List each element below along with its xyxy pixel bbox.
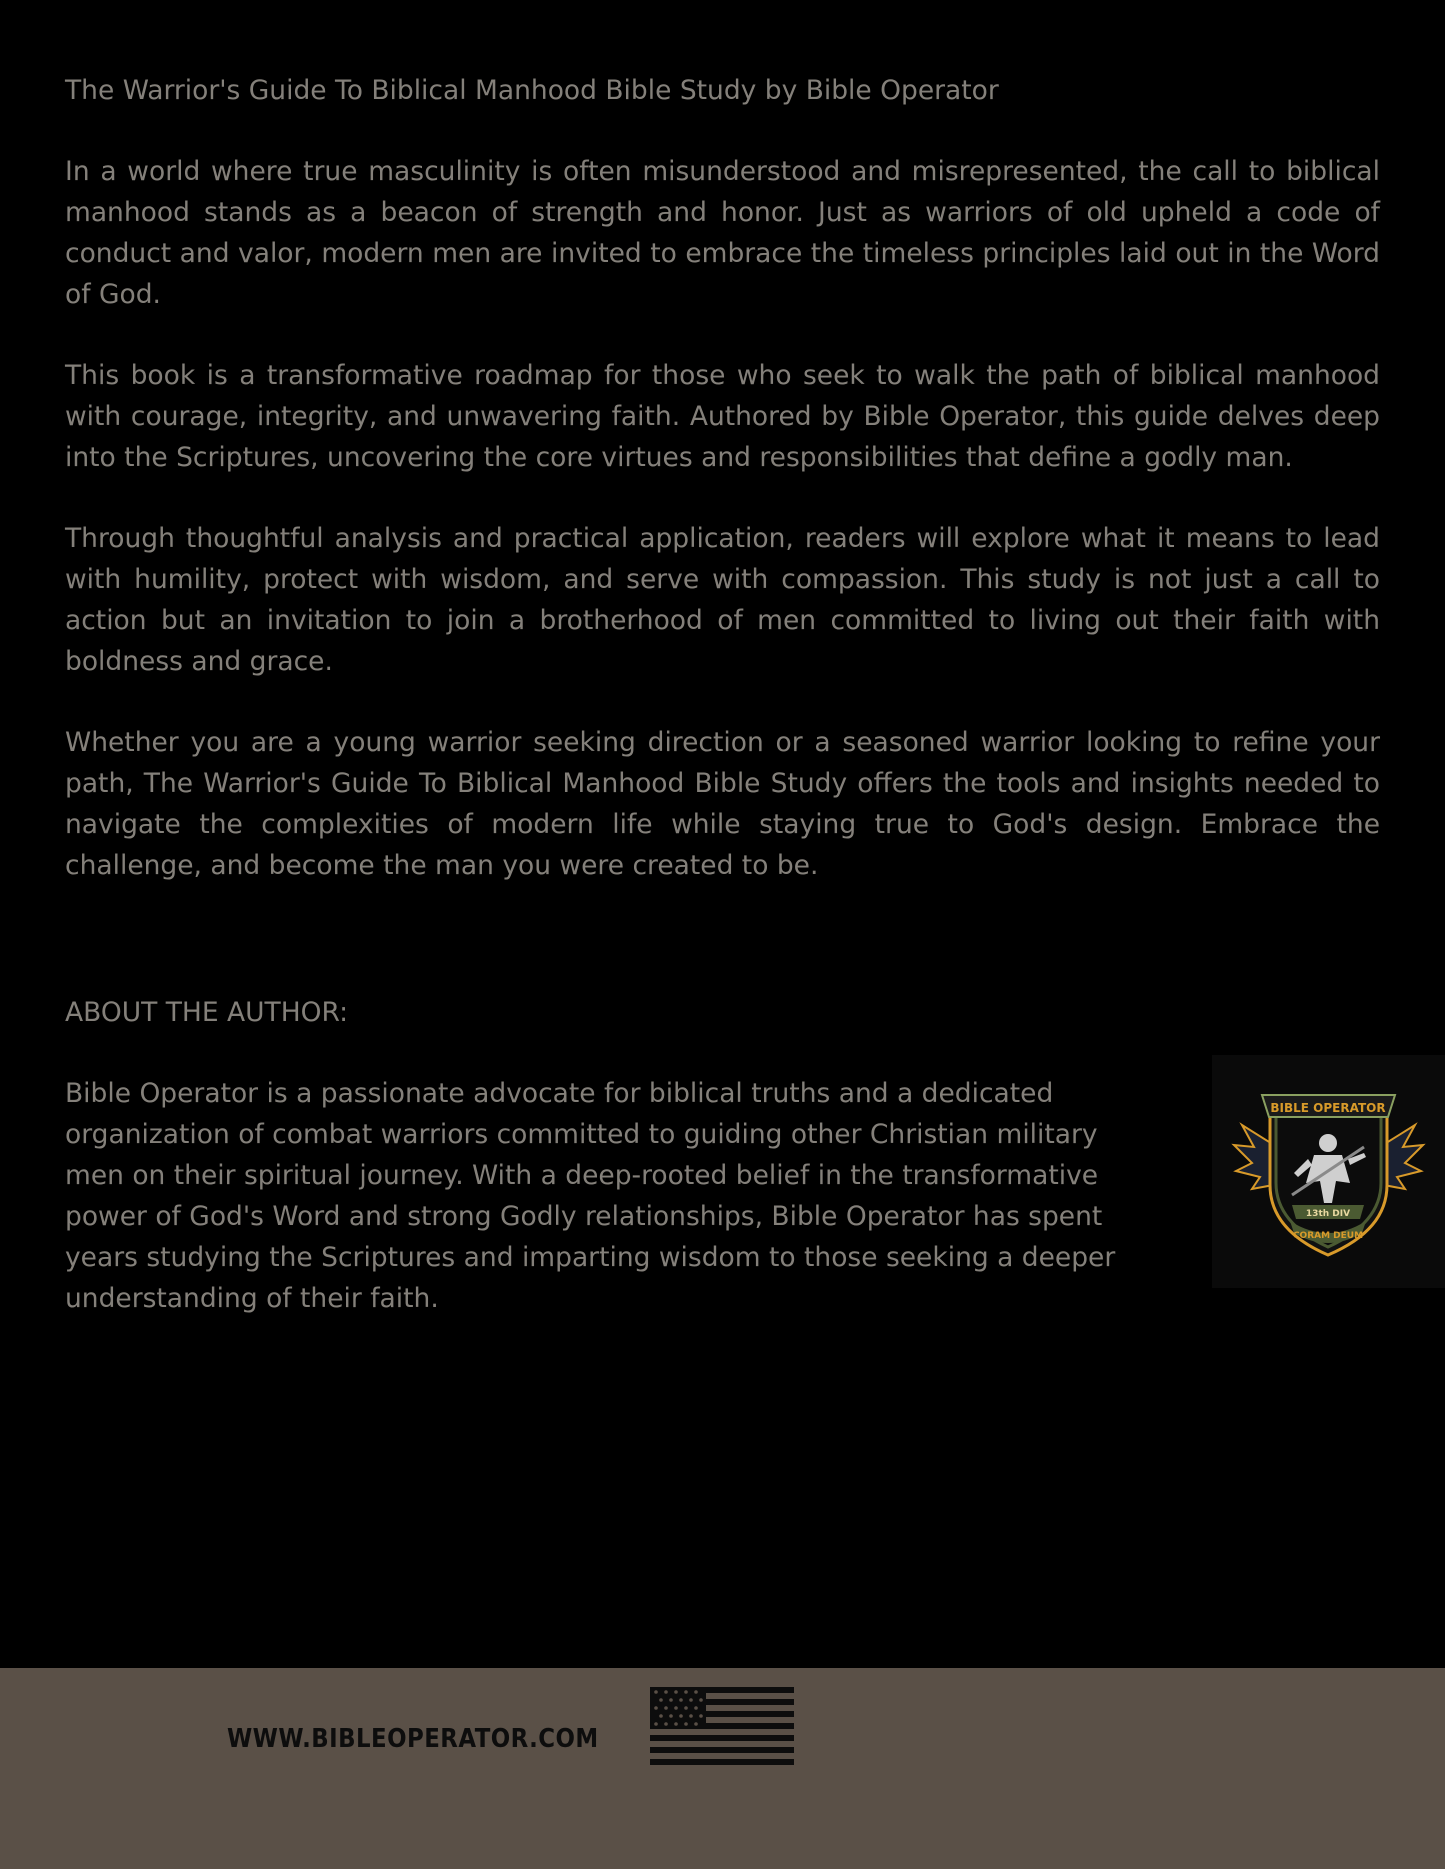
logo-banner-text: BIBLE OPERATOR (1270, 1101, 1386, 1115)
us-flag-icon (650, 1687, 794, 1765)
book-title: The Warrior's Guide To Biblical Manhood Bible Study by Bible Operator (65, 75, 999, 106)
about-author-section (65, 1073, 1386, 1319)
about-author-text: Bible Operator is a passionate advocate for biblical truths and a dedicated organization of combat warriors committed to guiding other Christian military men on their spiritual journey. With a deep-rooted belief in the transformative power of God's Word and strong Godly relationships, Bible Operator has spent years studying the Scriptures and imparting wisdom to those seeking a deeper understanding of their faith. (65, 1078, 1116, 1314)
paragraph-analysis: Through thoughtful analysis and practical application, readers will explore what it means to lead with humility, protect with wisdom, and serve with compassion. This study is not just a call to action but an invitation to join a brotherhood of men committed to living out their faith with boldness and grace. (65, 523, 1380, 677)
bible-operator-logo (1212, 1055, 1445, 1288)
paragraph-roadmap: This book is a transformative roadmap for those who seek to walk the path of biblical manhood with courage, integrity, and unwavering faith. Authored by Bible Operator, this guide delves deep into the Scriptures, uncovering the core virtues and responsibilities that define a godly man. (65, 360, 1380, 473)
about-author-heading: ABOUT THE AUTHOR: (65, 997, 349, 1028)
footer-bar (0, 1668, 1445, 1869)
paragraph-intro: In a world where true masculinity is often misunderstood and misrepresented, the call to biblical manhood stands as a beacon of strength and honor. Just as warriors of old upheld a code of conduct and valor, modern men are invited to embrace the timeless principles laid out in the Word of God. (65, 156, 1380, 310)
main-content (65, 70, 1386, 1319)
shield-crest-icon (1212, 1055, 1445, 1288)
paragraph-whether: Whether you are a young warrior seeking direction or a seasoned warrior looking to refine your path, The Warrior's Guide To Biblical Manhood Bible Study offers the tools and insights needed to navigate the complexities of modern life while staying true to God's design. Embrace the challenge, and become the man you were created to be. (65, 727, 1380, 881)
website-url[interactable]: WWW.BIBLEOPERATOR.COM (227, 1724, 599, 1754)
logo-division-text: 13th DIV (1305, 1209, 1351, 1219)
logo-motto-text: CORAM DEUM (1292, 1231, 1364, 1241)
